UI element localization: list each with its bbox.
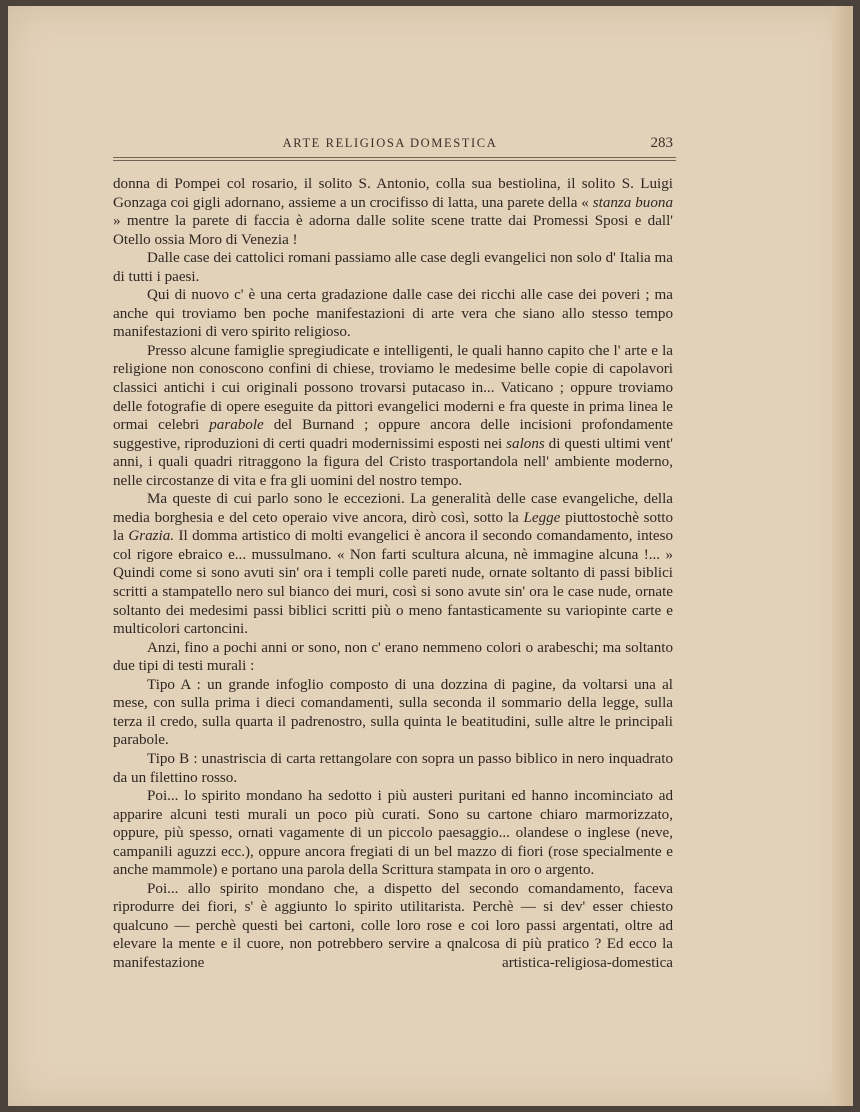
running-head: [107, 136, 673, 156]
italic-legge: Legge: [523, 509, 561, 526]
paragraph-7: Tipo A : un grande infoglio composto di una dozzina di pagine, da voltarsi una al mese, con sulla prima i dieci comandamenti, sulla seconda il sommario della legge, sulla terza il credo, sulla quarta il padrenostro, sulla quinta le beatitudini, sulle altre le principali parabole.: [113, 676, 673, 749]
paragraph-4-text-c: di questi ultimi vent' anni, i quali quadri ritraggono la figura del Cristo trasportandola nell' ambiente moderno, nelle circostanze di vita e fra gli uomini del nostro tempo.: [113, 435, 674, 489]
paragraph-4: [113, 342, 673, 490]
paragraph-6: Anzi, fino a pochi anni or sono, non c' erano nemmeno colori o arabeschi; ma soltanto due tipi di testi murali :: [113, 639, 673, 675]
paragraph-2: Dalle case dei cattolici romani passiamo alle case degli evangelici non solo d' Italia ma di tutti i paesi.: [113, 250, 673, 285]
page-edge: [832, 6, 850, 1106]
header-double-rule: [113, 157, 676, 161]
paragraph-1-text-a: donna di Pompei col rosario, il solito S. Antonio, colla sua bestiolina, il solito S. Luigi Gonzaga coi gigli adornano, assieme a un crocifisso di latta, una parete della «: [113, 176, 673, 211]
running-head-title: ARTE RELIGIOSA DOMESTICA: [282, 136, 498, 150]
paragraph-1-text-b: » mentre la parete di faccia è adorna dalle solite scene tratte dai Promessi Sposi e dall' Otello ossia Moro di Venezia !: [113, 213, 673, 248]
italic-stanza-buona: stanza buona: [592, 194, 673, 211]
paragraph-3: Qui di nuovo c' è una certa gradazione dalle case dei ricchi alle case dei poveri ; ma anche qui troviamo ben poche manifestazioni di arte vera che siano allo stesso tempo manifestazioni di vero spirito religioso.: [113, 287, 673, 341]
page-number: 283: [650, 135, 673, 151]
paragraph-8: Tipo B : unastriscia di carta rettangolare con sopra un passo biblico in nero inquadrato da un filettino rosso.: [113, 750, 673, 786]
paragraph-1: [113, 175, 673, 249]
paragraph-5-text-b: piuttostochè sotto la: [113, 509, 673, 545]
paragraph-4-text-a: Presso alcune famiglie spregiudicate e intelligenti, le quali hanno capito che l' arte e la religione non conoscono confini di chiese, troviamo le medesime belle copie di capolavori classici antichi i cui originali possono trovarsi putacaso in... Vaticano ; oppure troviamo delle fotografie di opere eseguite da pittori evangelici moderni e fra queste in prima linea le ormai celebri: [113, 342, 673, 434]
body-text: [113, 175, 673, 973]
paragraph-5-text-a: Ma queste di cui parlo sono le eccezioni. La generalità delle case evangeliche, della media borghesia e del ceto operaio vive ancora, dirò così, sotto la: [113, 491, 673, 526]
paragraph-4-text-b: del Burnand ; oppure ancora delle incisioni profondamente suggestive, riproduzioni di certi quadri modernissimi esposti nei: [113, 417, 674, 452]
paragraph-9: Poi... lo spirito mondano ha sedotto i più austeri puritani ed hanno incominciato ad apparire alcuni testi murali un poco più curati. Sono su cartone chiaro marmorizzato, oppure, più spesso, ornati vagamente di un piccolo paesaggio... olandese o inglese (neve, campanili aguzzi ecc.), oppure ancora fregiati di un bel mazzo di fiori (rose specialmente e anche mammole) e portano una parola della Scrittura stampata in oro o argento.: [113, 788, 673, 879]
paragraph-5: [113, 490, 673, 638]
paragraph-10: Poi... allo spirito mondano che, a dispetto del secondo comandamento, faceva riprodurre dei fiori, s' è aggiunto lo spirito utilitarista. Perchè — si dev' esser chiesto qualcuno — perchè questi bei cartoni, colle loro rose e coi loro passi argentati, oltre ad elevare la mente e il cuore, non potrebbero servire a qnalcosa di più pratico ? Ed ecco la manifestazione artistica-religiosa-domestica: [113, 880, 673, 971]
paragraph-5-text-c: Il domma artistico di molti evangelici è ancora il secondo comandamento, inteso col rigore ebraico e... mussulmano. « Non farti scultura alcuna, nè immagine alcuna !... » Quindi come si sono avuti sin' ora i templi colle pareti nude, ornate soltanto di passi biblici scritti a stampatello nero sul bianco dei muri, così si sono avute sin' ora le case nude, ornate soltanto dei medesimi passi biblici scritti più o meno fantasticamente su variopinte carte e multicolori cartoncini.: [113, 528, 673, 638]
italic-grazia: Grazia.: [128, 528, 175, 545]
italic-parabole: parabole: [209, 417, 264, 434]
italic-salons: salons: [506, 435, 545, 452]
